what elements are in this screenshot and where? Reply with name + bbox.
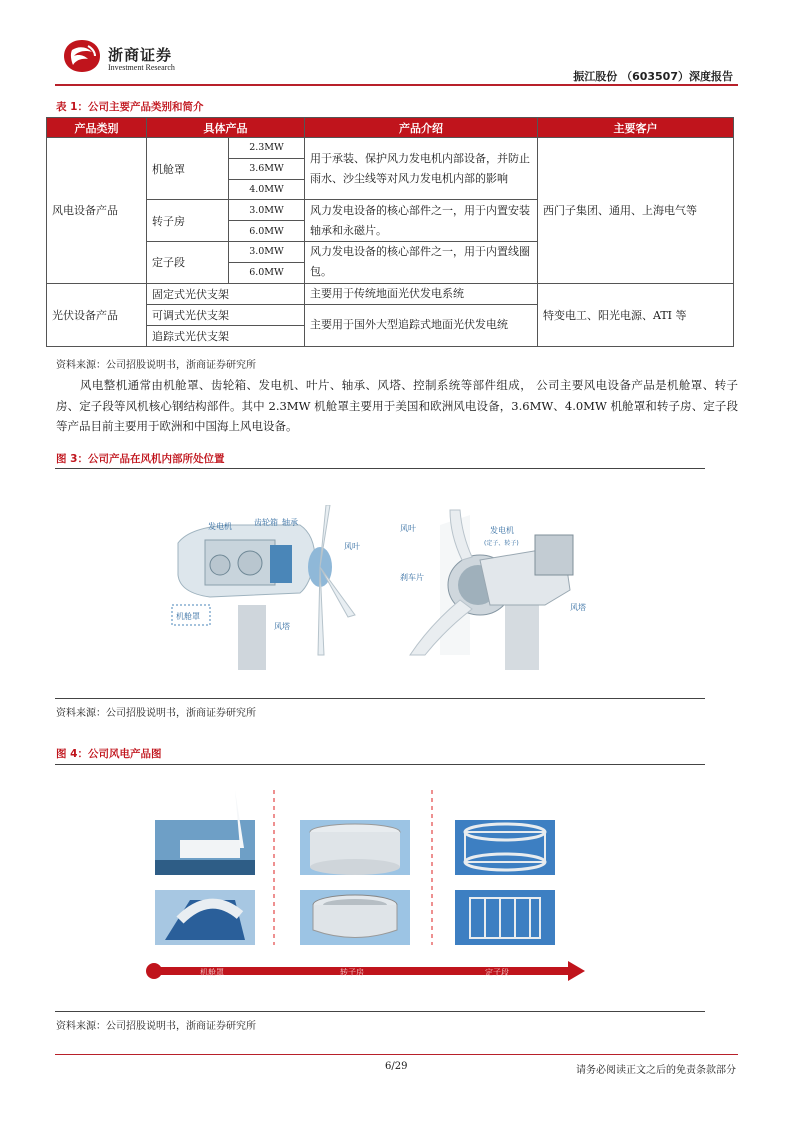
arrow-label-rotor: 转子房 <box>340 968 364 977</box>
mw-cell: 4.0MW <box>229 179 305 200</box>
broker-logo-icon <box>62 38 102 74</box>
label-r-tower: 风塔 <box>570 603 586 612</box>
figure4-source: 资料来源：公司招股说明书，浙商证券研究所 <box>56 1021 256 1032</box>
label-r-blade: 风叶 <box>400 524 416 533</box>
stator-segment-photo-2 <box>455 890 555 945</box>
product-fixed-mount: 固定式光伏支架 <box>147 283 305 304</box>
label-gearbox: 齿轮箱 <box>254 518 278 527</box>
label-tower: 风塔 <box>274 622 290 631</box>
figure4-caption: 图 4：公司风电产品图 <box>56 748 162 760</box>
mw-cell: 6.0MW <box>229 262 305 283</box>
rotor-housing-photo-1 <box>300 820 410 875</box>
mw-cell: 2.3MW <box>229 138 305 159</box>
table-caption: 表 1：公司主要产品类别和简介 <box>56 101 204 113</box>
col-header-intro: 产品介绍 <box>305 118 538 138</box>
report-title: 振江股份 （603507）深度报告 <box>573 70 733 83</box>
label-bearing: 轴承 <box>282 518 298 527</box>
table-source: 资料来源：公司招股说明书，浙商证券研究所 <box>56 360 256 371</box>
left-turbine-image <box>172 505 355 670</box>
header-rule <box>55 84 738 86</box>
category-wind: 风电设备产品 <box>47 138 147 284</box>
figure3-source: 资料来源：公司招股说明书，浙商证券研究所 <box>56 708 256 719</box>
label-generator: 发电机 <box>208 522 232 531</box>
footer-disclaimer: 请务必阅读正文之后的免责条款部分 <box>576 1065 736 1076</box>
intro-fixed-mount: 主要用于传统地面光伏发电系统 <box>305 283 538 304</box>
product-rotor: 转子房 <box>147 200 229 242</box>
nacelle-photo-2 <box>155 890 255 945</box>
customers-wind: 西门子集团、通用、上海电气等 <box>538 138 734 284</box>
rotor-housing-photo-2 <box>300 890 410 945</box>
label-blade: 风叶 <box>344 542 360 551</box>
mw-cell: 3.6MW <box>229 158 305 179</box>
label-r-hub: 刹车片 <box>400 573 424 582</box>
figure3-bottom-rule <box>55 698 705 699</box>
stator-segment-photo-1 <box>455 820 555 875</box>
label-nacelle: 机舱罩 <box>176 612 200 621</box>
figure4-bottom-rule <box>55 1011 705 1012</box>
figure3-caption: 图 3：公司产品在风机内部所处位置 <box>56 453 225 465</box>
intro-rotor: 风力发电设备的核心部件之一，用于内置安装轴承和永磁片。 <box>305 200 538 242</box>
nacelle-photo-1 <box>155 790 255 875</box>
intro-stator: 风力发电设备的核心部件之一，用于内置线圈包。 <box>305 241 538 283</box>
col-header-category: 产品类别 <box>47 118 147 138</box>
product-nacelle: 机舱罩 <box>147 138 229 200</box>
col-header-product: 具体产品 <box>147 118 305 138</box>
page-number: 6/29 <box>385 1061 408 1072</box>
body-paragraph: 风电整机通常由机舱罩、齿轮箱、发电机、叶片、轴承、风塔、控制系统等部件组成， 公司主要风电设备产品是机舱罩、转子房、定子段等风机核心钢结构部件。其中 2.3MW 机舱罩主要用于美国和欧洲风电设备，3.6MW、4.0MW 机舱罩和转子房、定子段等产品目前主要用于欧洲和中国海上风电设备。 <box>56 378 738 433</box>
mw-cell: 3.0MW <box>229 241 305 262</box>
turbine-cutaway-diagram <box>150 505 600 670</box>
product-adjustable-mount: 可调式光伏支架 <box>147 304 305 325</box>
mw-cell: 3.0MW <box>229 200 305 221</box>
broker-name: 浙商证券 <box>108 46 173 64</box>
footer-rule <box>55 1054 738 1055</box>
product-tracking-mount: 追踪式光伏支架 <box>147 325 305 346</box>
label-r-generator: 发电机 <box>490 526 514 535</box>
wind-products-figure <box>140 790 600 990</box>
category-solar: 光伏设备产品 <box>47 283 147 346</box>
col-header-customer: 主要客户 <box>538 118 734 138</box>
product-table <box>46 117 734 347</box>
customers-solar: 特变电工、阳光电源、ATI 等 <box>538 283 734 346</box>
arrow-label-nacelle: 机舱罩 <box>200 968 224 977</box>
mw-cell: 6.0MW <box>229 221 305 242</box>
broker-name-en: Investment Research <box>108 63 175 72</box>
intro-tracking-mount: 主要用于国外大型追踪式地面光伏发电统 <box>305 304 538 346</box>
figure3-top-rule <box>55 468 705 469</box>
intro-nacelle: 用于承装、保护风力发电机内部设备，并防止雨水、沙尘线等对风力发电机内部的影响 <box>305 138 538 200</box>
figure4-top-rule <box>55 764 705 765</box>
label-r-generator-sub: (定子、转子) <box>484 540 519 547</box>
arrow-label-stator: 定子段 <box>485 968 509 977</box>
product-stator: 定子段 <box>147 241 229 283</box>
